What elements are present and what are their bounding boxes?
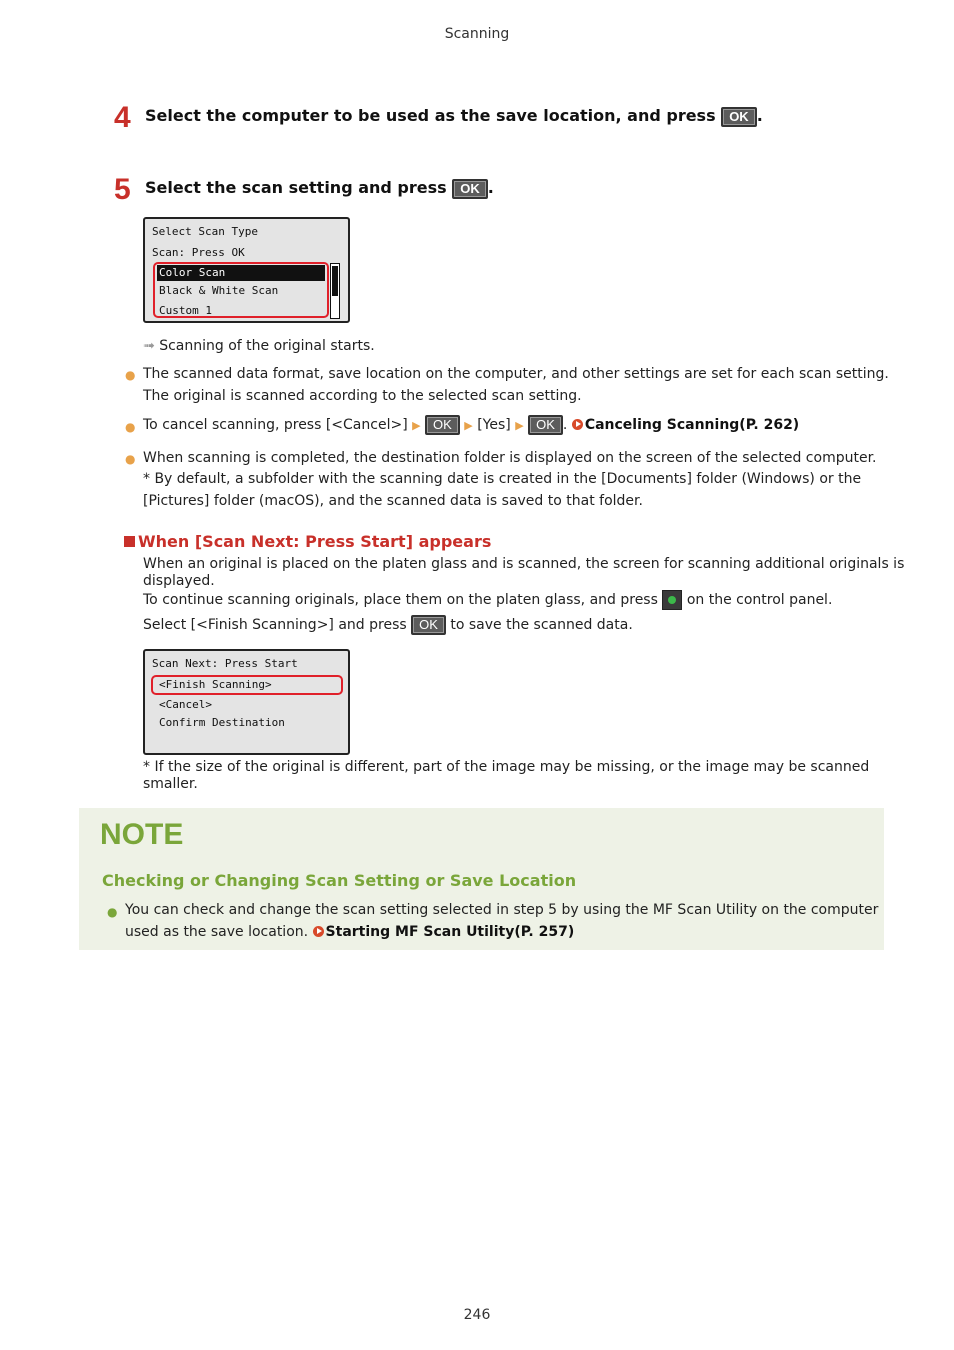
- menu-item-bw-scan: Black & White Scan: [159, 284, 279, 297]
- canceling-scanning-link[interactable]: Canceling Scanning(P. 262): [584, 417, 800, 433]
- section-square-icon: [124, 536, 135, 547]
- link-arrow-icon: [572, 419, 583, 430]
- bullet-icon: ●: [125, 368, 136, 382]
- screen-title: Select Scan Type: [152, 225, 258, 238]
- menu-item-custom-1: Custom 1: [159, 304, 212, 317]
- screen-prompt: Scan: Press OK: [152, 246, 245, 259]
- link-arrow-icon: [313, 926, 324, 937]
- footnote-line-2: smaller.: [143, 776, 198, 792]
- bullet-1-line-1: The scanned data format, save location on the computer, and other settings are set for each scan setting.: [143, 366, 889, 382]
- selection-frame: [153, 262, 329, 318]
- subsection-p3-pre: Select [<Finish Scanning>] and press: [143, 617, 407, 633]
- subsection-p3: [143, 615, 633, 636]
- menu-item-finish-scanning: <Finish Scanning>: [159, 678, 272, 691]
- starting-mf-scan-utility-link[interactable]: Starting MF Scan Utility(P. 257): [325, 924, 575, 940]
- result-text: Scanning of the original starts.: [159, 338, 375, 354]
- step-number-4: 4: [114, 101, 131, 134]
- step-5-end: .: [487, 178, 494, 197]
- step-4-instruction: [145, 106, 763, 127]
- subsection-p3-post: to save the scanned data.: [450, 617, 633, 633]
- bullet-icon: ●: [125, 452, 136, 466]
- bullet-1-line-2: The original is scanned according to the selected scan setting.: [143, 388, 582, 404]
- step-4-text: Select the computer to be used as the save location, and press: [145, 106, 716, 125]
- scan-next-screen: [143, 649, 350, 755]
- subsection-p1-line-1: When an original is placed on the platen glass and is scanned, the screen for scanning additional originals is: [143, 556, 905, 572]
- start-key-icon: [662, 590, 682, 610]
- note-line-2-text: used as the save location.: [125, 924, 309, 940]
- subsection-p2-post: on the control panel.: [686, 592, 833, 608]
- page-header: Scanning: [444, 26, 510, 42]
- note-line-2: [125, 922, 574, 943]
- bullet-3-line-3: [Pictures] folder (macOS), and the scanned data is saved to that folder.: [143, 493, 643, 509]
- screen-title: Scan Next: Press Start: [152, 657, 298, 670]
- subsection-p1-line-2: displayed.: [143, 573, 215, 589]
- scrollbar: [330, 263, 340, 319]
- menu-item-cancel: <Cancel>: [159, 698, 212, 711]
- ok-key-icon: OK: [452, 179, 488, 199]
- note-line-1: You can check and change the scan setting selected in step 5 by using the MF Scan Utility on the computer: [125, 902, 879, 918]
- subsection-p2-pre: To continue scanning originals, place them on the platen glass, and press: [143, 592, 658, 608]
- bullet-3-line-1: When scanning is completed, the destination folder is displayed on the screen of the selected computer.: [143, 450, 877, 466]
- ok-key-icon: OK: [528, 415, 563, 435]
- bullet-icon: ●: [125, 420, 136, 434]
- note-title: NOTE: [100, 818, 184, 851]
- bullet-2: [143, 415, 799, 436]
- ok-key-icon: OK: [721, 107, 757, 127]
- yes-label: [Yes]: [477, 417, 511, 433]
- subsection-title-text: When [Scan Next: Press Start] appears: [138, 532, 492, 551]
- note-subtitle: Checking or Changing Scan Setting or Save Location: [102, 871, 577, 890]
- menu-item-confirm-destination: Confirm Destination: [159, 716, 285, 729]
- result-line: [143, 336, 375, 357]
- arrow-right-icon: ▶: [412, 419, 421, 432]
- step-5-text: Select the scan setting and press: [145, 178, 447, 197]
- step-5-instruction: [145, 178, 494, 199]
- note-box: [79, 808, 884, 950]
- result-arrow-icon: ➟: [143, 338, 155, 354]
- bullet-3-line-2: * By default, a subfolder with the scanning date is created in the [Documents] folder (Windows) or the: [143, 471, 862, 487]
- step-4-end: .: [756, 106, 763, 125]
- selection-frame: [151, 675, 343, 695]
- bullet-2-dot: .: [562, 417, 568, 433]
- subsection-p2: [143, 590, 832, 611]
- bullet-icon: ●: [107, 905, 118, 919]
- page-number: 246: [463, 1307, 491, 1323]
- ok-key-icon: OK: [411, 615, 446, 635]
- scrollbar-thumb: [332, 266, 338, 296]
- bullet-2-text: To cancel scanning, press [<Cancel>]: [143, 417, 408, 433]
- arrow-right-icon: ▶: [464, 419, 473, 432]
- step-number-5: 5: [114, 173, 131, 206]
- subsection-title: [124, 532, 491, 551]
- scan-type-screen: [143, 217, 350, 323]
- menu-item-color-scan: Color Scan: [159, 266, 226, 279]
- arrow-right-icon: ▶: [515, 419, 524, 432]
- ok-key-icon: OK: [425, 415, 460, 435]
- footnote-line-1: * If the size of the original is different, part of the image may be missing, or the image may be scanned: [143, 759, 870, 775]
